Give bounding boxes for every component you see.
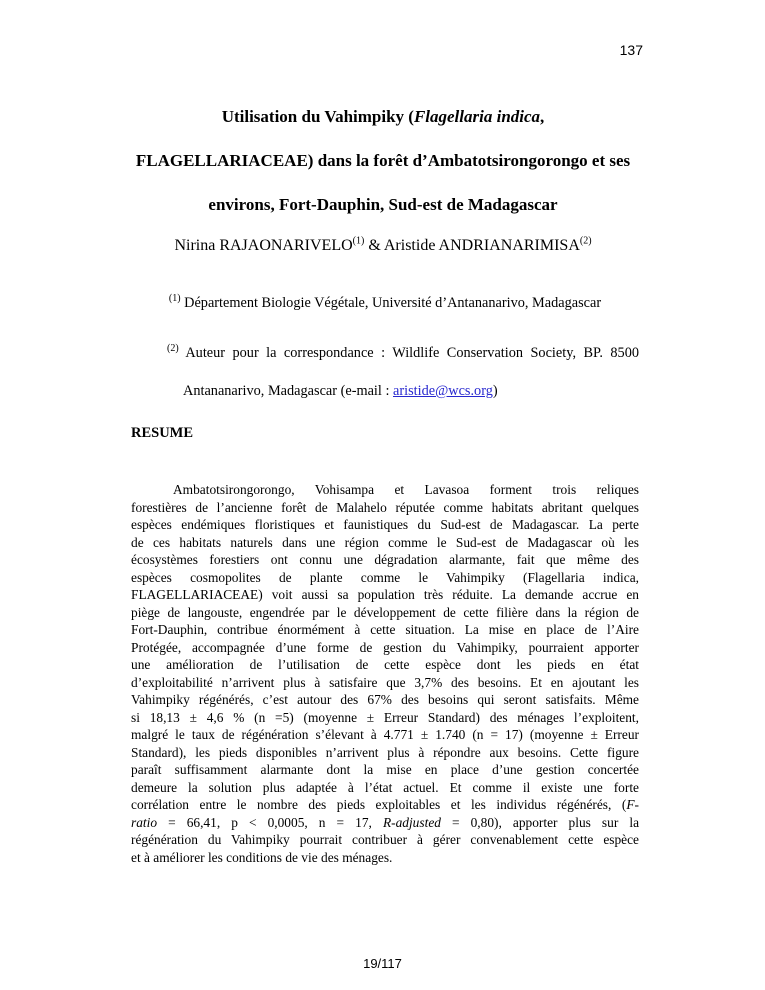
abstract-text-segment: piège de langouste, engendrée par le développement de cette filière dans la région de <box>131 604 639 620</box>
affiliation-2-marker: (2) <box>167 343 179 355</box>
affiliation-1-text: Département Biologie Végétale, Université d’Antananarivo, Madagascar <box>180 295 602 311</box>
title-line-3: environs, Fort-Dauphin, Sud-est de Madagascar <box>208 195 558 214</box>
author-2-affiliation-marker: (2) <box>579 235 592 247</box>
title-line-2: FLAGELLARIACEAE) dans la forêt d’Ambatotsirongorongo et ses <box>135 151 631 170</box>
abstract-line <box>131 831 639 849</box>
affiliation-1-marker: (1) <box>168 293 181 305</box>
abstract-line <box>131 779 639 797</box>
abstract-line <box>131 656 639 674</box>
abstract-line <box>131 709 639 727</box>
abstract-text-segment: d’exploitabilité n’arrivent plus à satisfaire que 3,7% des besoins. Et en ajoutant les <box>131 674 639 690</box>
abstract-line <box>131 761 639 779</box>
abstract-text-segment: régénération du Vahimpiky pourrait contribuer à gérer convenablement cette espèce <box>131 832 639 847</box>
abstract-text-segment: et à améliorer les conditions de vie des ménages. <box>131 849 393 865</box>
affiliation-1 <box>131 291 639 315</box>
abstract-line <box>131 604 639 622</box>
abstract-text-segment: espèces cosmopolites de plante comme le Vahimpiky (Flagellaria indica, <box>131 569 639 585</box>
abstract-line <box>131 569 639 587</box>
abstract-text-segment: Fort-Dauphin, contribue énormément à cette situation. La mise en place de l’Aire <box>131 622 639 637</box>
title-line-1-post: , <box>540 107 545 126</box>
abstract-text-segment: Vahimpiky régénérés, c’est autour des 67% des besoins qui seront satisfaits. Même <box>131 692 639 707</box>
abstract-line <box>131 621 639 639</box>
abstract-text-segment: si 18,13 ± 4,6 % (n =5) (moyenne ± Erreur Standard) des ménages l’exploitent, <box>131 709 639 725</box>
abstract-text-segment: malgré le taux de régénération s’élevant à 4.771 ± 1.740 (n = 17) (moyenne ± Erreur <box>131 727 639 742</box>
resume-heading: RESUME <box>131 425 194 441</box>
abstract-text-segment: forestières de l’ancienne forêt de Malahelo réputée comme habitats abritant quelques <box>131 499 639 515</box>
abstract-text-segment: Ambatotsirongorongo, Vohisampa et Lavasoa forment trois reliques <box>173 482 639 497</box>
abstract-line <box>131 481 639 499</box>
abstract-line <box>131 726 639 744</box>
abstract-line <box>131 551 639 569</box>
abstract-italic-segment: ratio <box>131 814 158 830</box>
abstract-line <box>131 499 639 517</box>
abstract-text-segment: une amélioration de l’utilisation de cette espèce dont les pieds en état <box>131 657 639 672</box>
abstract-line <box>131 674 639 692</box>
author-1-affiliation-marker: (1) <box>352 235 365 247</box>
affiliation-2-line-1 <box>131 341 639 365</box>
footer-page-number: 19/117 <box>363 956 402 971</box>
abstract-line <box>131 849 639 867</box>
abstract-italic-segment: F- <box>626 797 639 812</box>
abstract-text-segment: demeure la solution plus adaptée à l’état actuel. Et comme il existe une forte <box>131 779 639 795</box>
abstract-text-segment: = 0,80), apporter plus sur la <box>440 814 640 830</box>
abstract-line <box>131 796 639 814</box>
abstract-text-segment: Standard), les pieds disponibles n’arrivent plus à répondre aux besoins. Cette figure <box>131 744 639 760</box>
abstract-text-segment: Protégée, accompagnée d’une forme de gestion du Vahimpiky, pourraient apporter <box>131 639 639 655</box>
abstract-paragraph <box>131 481 639 866</box>
abstract-text-segment: = 66,41, p < 0,0005, n = 17, <box>157 814 383 830</box>
header-page-number: 137 <box>619 42 643 58</box>
abstract-text-segment: écosystèmes forestiers ont connu une dégradation alarmante, fait que même des <box>131 552 639 567</box>
author-1: Nirina RAJAONARIVELO <box>174 237 353 254</box>
abstract-line <box>131 691 639 709</box>
abstract-text-segment: FLAGELLARIACEAE) voit aussi sa population très réduite. La demande accrue en <box>131 587 639 602</box>
abstract-text-segment: espèces endémiques floristiques et faunistiques du Sud-est de Madagascar. La perte <box>131 517 639 532</box>
title-line-1-pre: Utilisation du Vahimpiky ( <box>221 107 414 126</box>
abstract-line <box>131 516 639 534</box>
title-species-name: Flagellaria indica <box>413 107 541 126</box>
abstract-line <box>131 534 639 552</box>
abstract-text-segment: de ces habitats naturels dans une région comme le Sud-est de Madagascar où les <box>131 534 639 550</box>
abstract-italic-segment: R-adjusted <box>382 814 441 830</box>
affiliation-2-closing-paren: ) <box>492 383 498 399</box>
affiliation-2-line-2 <box>131 379 691 403</box>
affiliation-2-text: Auteur pour la correspondance : Wildlife Conservation Society, BP. 8500 <box>178 345 639 361</box>
abstract-text-segment: paraît suffisamment alarmante dont la mise en place d’une gestion concertée <box>131 762 639 777</box>
abstract-line <box>131 586 639 604</box>
authors-separator: & <box>364 237 384 254</box>
title-line-1 <box>128 95 638 139</box>
author-2: Aristide ANDRIANARIMISA <box>383 237 580 254</box>
abstract-text-segment: corrélation entre le nombre des pieds exploitables et les individus régénérés, ( <box>131 797 627 812</box>
paper-title <box>128 95 638 227</box>
email-link[interactable]: aristide@wcs.org <box>393 383 493 399</box>
affiliation-2-text-continued: Antananarivo, Madagascar (e-mail : <box>183 383 393 399</box>
abstract-line <box>131 814 639 832</box>
authors-line <box>128 231 638 261</box>
abstract-line <box>131 639 639 657</box>
abstract-line <box>131 744 639 762</box>
